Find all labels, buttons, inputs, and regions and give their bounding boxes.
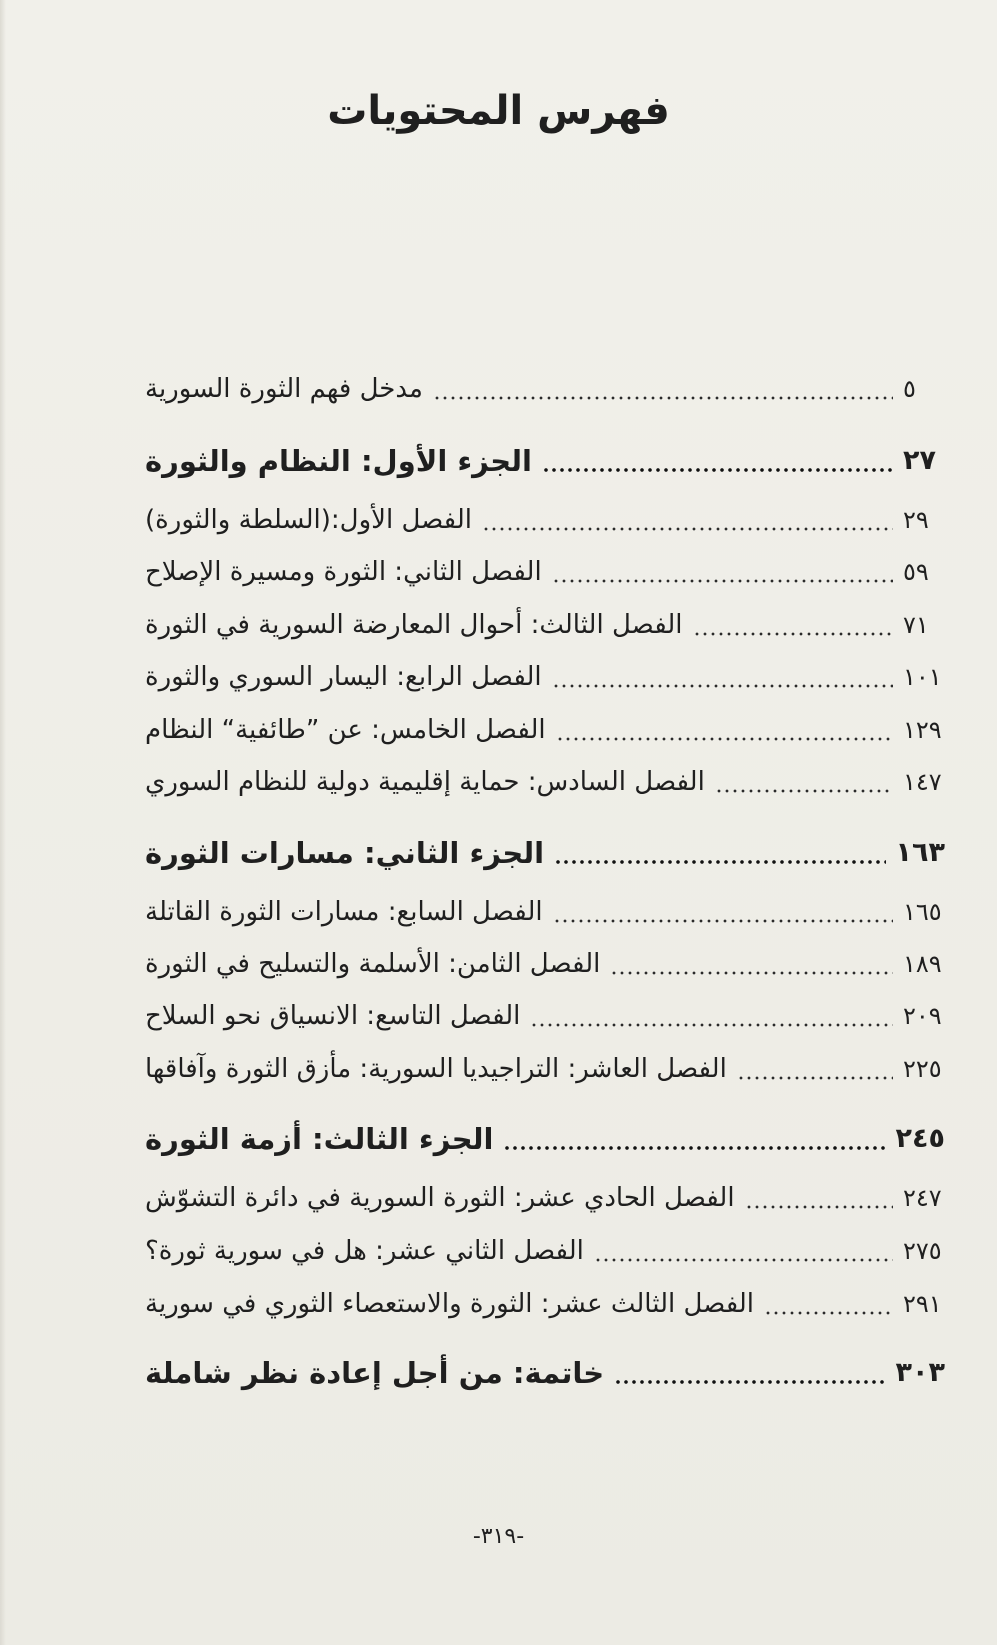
dot-leader: [556, 717, 893, 743]
toc-entry-label: الفصل الثالث عشر: الثورة والاستعصاء الثوري في سورية: [145, 1289, 755, 1319]
toc-chapter-8: [145, 941, 945, 983]
toc-entry-page: ١٦٥: [903, 898, 942, 926]
toc-entry-label: الفصل السادس: حماية إقليمية دولية للنظام السوري: [145, 767, 705, 797]
toc-entry-page: ٥: [903, 375, 916, 403]
toc-entry-page: ٥٩: [903, 558, 929, 586]
dot-leader: [433, 376, 893, 402]
dot-leader: [482, 507, 893, 533]
toc-entry-page: ٢٩: [903, 506, 929, 534]
dot-leader: [764, 1291, 893, 1317]
toc-part-page: ٢٧: [903, 445, 936, 476]
dot-leader: [553, 899, 893, 925]
toc-chapter-5: [145, 707, 945, 749]
toc-entry-label: الفصل الثالث: أحوال المعارضة السورية في الثورة: [145, 610, 683, 640]
toc-entry-page: ٢٩١: [903, 1290, 942, 1318]
toc-entry-page: ٢٧٥: [903, 1237, 942, 1265]
toc-part-label: الجزء الأول: النظام والثورة: [145, 444, 532, 478]
toc-entry-label: الفصل السابع: مسارات الثورة القاتلة: [145, 897, 543, 927]
toc-conclusion: [145, 1350, 945, 1392]
toc-chapter-6: [145, 759, 945, 801]
toc-chapter-1: [145, 497, 945, 539]
table-of-contents: [145, 0, 945, 1645]
page-title: فهرس المحتويات: [327, 88, 670, 134]
toc-part-label: الجزء الثالث: أزمة الثورة: [145, 1122, 494, 1156]
toc-chapter-9: [145, 993, 945, 1035]
toc-entry-page: ٢٠٩: [903, 1002, 942, 1030]
toc-entry-label: الفصل الثاني: الثورة ومسيرة الإصلاح: [145, 557, 542, 587]
toc-entry-label: الفصل الثامن: الأسلمة والتسليح في الثورة: [145, 949, 601, 979]
toc-entry-page: ١٨٩: [903, 950, 942, 978]
toc-entry-page: ١٤٧: [903, 768, 942, 796]
toc-chapter-10: [145, 1046, 945, 1088]
toc-chapter-13: [145, 1281, 945, 1323]
dot-leader: [693, 612, 893, 638]
toc-entry-label: الفصل الأول:(السلطة والثورة): [145, 505, 472, 535]
toc-part-label: خاتمة: من أجل إعادة نظر شاملة: [145, 1356, 605, 1390]
toc-entry-page: ٢٤٧: [903, 1184, 942, 1212]
dot-leader: [614, 1360, 885, 1386]
toc-entry-label: الفصل الرابع: اليسار السوري والثورة: [145, 662, 542, 692]
dot-leader: [503, 1126, 885, 1152]
dot-leader: [594, 1238, 893, 1264]
toc-entry-label: الفصل الثاني عشر: هل في سورية ثورة؟: [145, 1236, 584, 1266]
toc-entry-page: ٢٢٥: [903, 1055, 942, 1083]
dot-leader: [737, 1056, 893, 1082]
toc-entry-page: ١٠١: [903, 663, 942, 691]
toc-entry-intro: [145, 366, 945, 408]
dot-leader: [715, 769, 893, 795]
toc-part-page: ٢٤٥: [895, 1123, 945, 1154]
toc-chapter-2: [145, 549, 945, 591]
toc-part-3: [145, 1116, 945, 1158]
toc-entry-label: الفصل العاشر: التراجيديا السورية: مأزق الثورة وآفاقها: [145, 1054, 727, 1084]
toc-part-1: [145, 438, 945, 480]
toc-entry-label: مدخل فهم الثورة السورية: [145, 374, 423, 404]
dot-leader: [542, 448, 893, 474]
toc-chapter-7: [145, 889, 945, 931]
dot-leader: [530, 1003, 893, 1029]
toc-entry-page: ٧١: [903, 611, 929, 639]
toc-entry-label: الفصل الخامس: عن ”طائفية“ النظام: [145, 715, 546, 745]
toc-entry-page: ١٢٩: [903, 716, 942, 744]
toc-entry-label: الفصل الحادي عشر: الثورة السورية في دائرة التشوّش: [145, 1183, 735, 1213]
toc-chapter-12: [145, 1228, 945, 1270]
toc-entry-label: الفصل التاسع: الانسياق نحو السلاح: [145, 1001, 521, 1031]
toc-chapter-11: [145, 1175, 945, 1217]
dot-leader: [552, 664, 893, 690]
toc-chapter-3: [145, 602, 945, 644]
dot-leader: [610, 951, 893, 977]
toc-part-page: ٣٠٣: [895, 1357, 945, 1388]
dot-leader: [554, 840, 885, 866]
page-number-footer: -٣١٩-: [472, 1524, 525, 1549]
page-edge-shadow: [0, 0, 6, 1645]
toc-part-page: ١٦٣: [895, 837, 945, 868]
toc-chapter-4: [145, 654, 945, 696]
toc-part-2: [145, 830, 945, 872]
dot-leader: [552, 559, 893, 585]
toc-part-label: الجزء الثاني: مسارات الثورة: [145, 836, 545, 870]
dot-leader: [745, 1185, 893, 1211]
